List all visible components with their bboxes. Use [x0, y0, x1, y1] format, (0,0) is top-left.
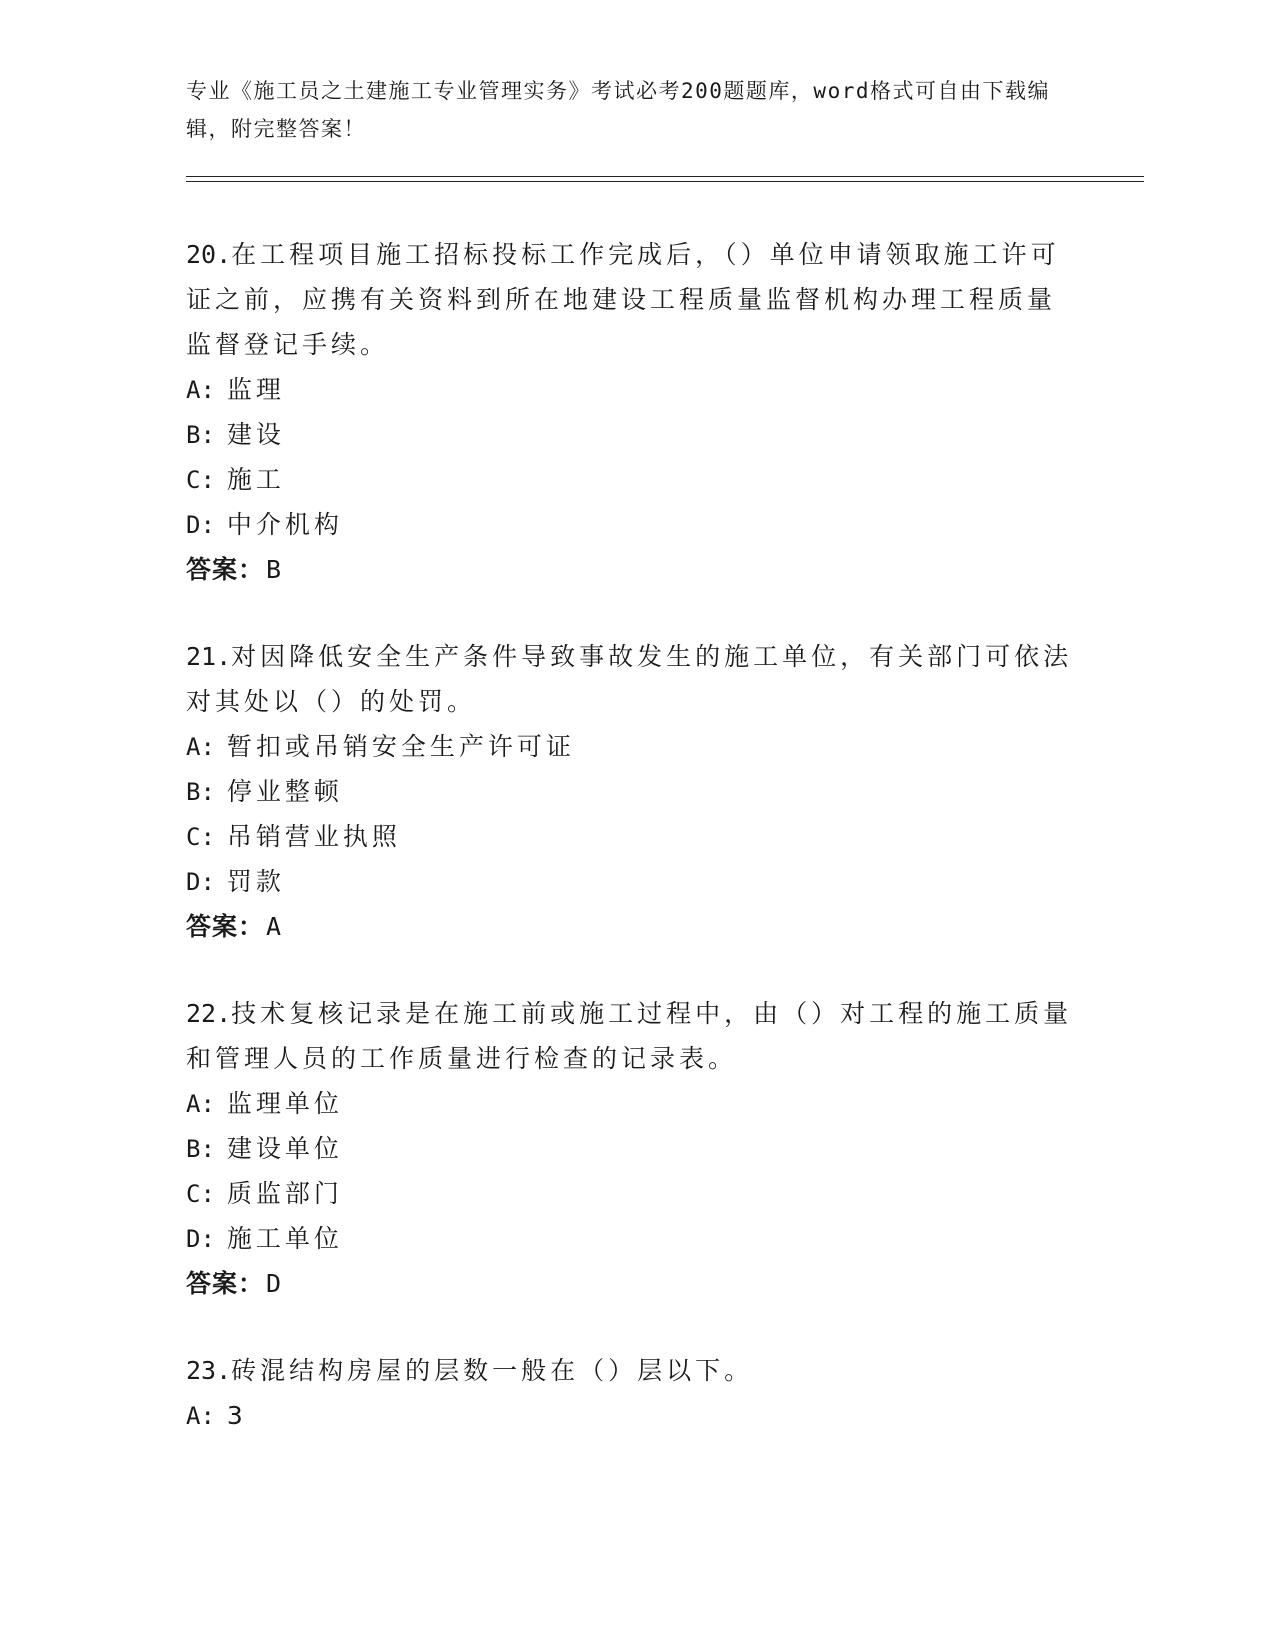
- question-number: 21.: [186, 642, 232, 671]
- question-stem: [186, 1348, 1076, 1393]
- option-a: [186, 1081, 1076, 1126]
- question-stem: [186, 991, 1076, 1081]
- option-text: 监理: [226, 375, 285, 404]
- option-a: [186, 367, 1076, 412]
- option-letter: A:: [186, 1402, 215, 1430]
- question-stem: [186, 634, 1076, 724]
- option-a: [186, 1393, 1076, 1438]
- option-b: [186, 1126, 1076, 1171]
- answer-value: D: [266, 1269, 283, 1298]
- option-c: [186, 457, 1076, 502]
- option-letter: A:: [186, 376, 215, 404]
- answer-value: B: [266, 555, 283, 584]
- option-b: [186, 412, 1076, 457]
- header-divider-bottom: [186, 181, 1144, 182]
- option-text: 停业整顿: [226, 777, 343, 806]
- option-letter: B:: [186, 778, 215, 806]
- question-number: 20.: [186, 240, 232, 269]
- option-text: 建设单位: [226, 1134, 343, 1163]
- answer-label: 答案：: [186, 912, 265, 941]
- document-title: 专业《施工员之土建施工专业管理实务》考试必考200题题库，word格式可自由下载编辑，附完整答案！: [186, 79, 1050, 141]
- option-text: 监理单位: [226, 1089, 343, 1118]
- answer-line: [186, 904, 1076, 949]
- question-number: 22.: [186, 999, 232, 1028]
- question-text: 对因降低安全生产条件导致事故发生的施工单位，有关部门可依法对其处以（）的处罚。: [186, 642, 1073, 716]
- answer-label: 答案：: [186, 555, 265, 584]
- header-divider-top: [186, 176, 1144, 177]
- question-text: 在工程项目施工招标投标工作完成后，（）单位申请领取施工许可证之前，应携有关资料到所在地建设工程质量监督机构办理工程质量监督登记手续。: [186, 240, 1060, 359]
- option-letter: B:: [186, 421, 215, 449]
- document-header: [186, 72, 1066, 148]
- option-text: 3: [226, 1401, 247, 1430]
- option-letter: D:: [186, 868, 215, 896]
- question-stem: [186, 232, 1076, 367]
- option-letter: C:: [186, 466, 215, 494]
- question-text: 技术复核记录是在施工前或施工过程中，由（）对工程的施工质量和管理人员的工作质量进行检查的记录表。: [186, 999, 1073, 1073]
- option-text: 罚款: [226, 867, 285, 896]
- question-21: [186, 634, 1076, 949]
- option-text: 建设: [226, 420, 285, 449]
- option-text: 施工单位: [226, 1224, 343, 1253]
- option-letter: B:: [186, 1135, 215, 1163]
- answer-value: A: [266, 912, 283, 941]
- option-text: 吊销营业执照: [226, 822, 401, 851]
- question-23: [186, 1348, 1076, 1438]
- question-number: 23.: [186, 1356, 232, 1385]
- question-20: [186, 232, 1076, 592]
- option-letter: A:: [186, 733, 215, 761]
- answer-line: [186, 547, 1076, 592]
- option-d: [186, 1216, 1076, 1261]
- answer-label: 答案：: [186, 1269, 265, 1298]
- option-letter: D:: [186, 1225, 215, 1253]
- answer-line: [186, 1261, 1076, 1306]
- question-22: [186, 991, 1076, 1306]
- option-text: 暂扣或吊销安全生产许可证: [226, 732, 575, 761]
- question-text: 砖混结构房屋的层数一般在（）层以下。: [231, 1356, 754, 1385]
- option-a: [186, 724, 1076, 769]
- option-letter: C:: [186, 823, 215, 851]
- option-b: [186, 769, 1076, 814]
- option-text: 质监部门: [226, 1179, 343, 1208]
- option-d: [186, 859, 1076, 904]
- option-c: [186, 1171, 1076, 1216]
- option-letter: C:: [186, 1180, 215, 1208]
- option-text: 施工: [226, 465, 285, 494]
- option-c: [186, 814, 1076, 859]
- option-letter: D:: [186, 511, 215, 539]
- option-letter: A:: [186, 1090, 215, 1118]
- option-text: 中介机构: [226, 510, 343, 539]
- option-d: [186, 502, 1076, 547]
- question-list: [186, 232, 1076, 1480]
